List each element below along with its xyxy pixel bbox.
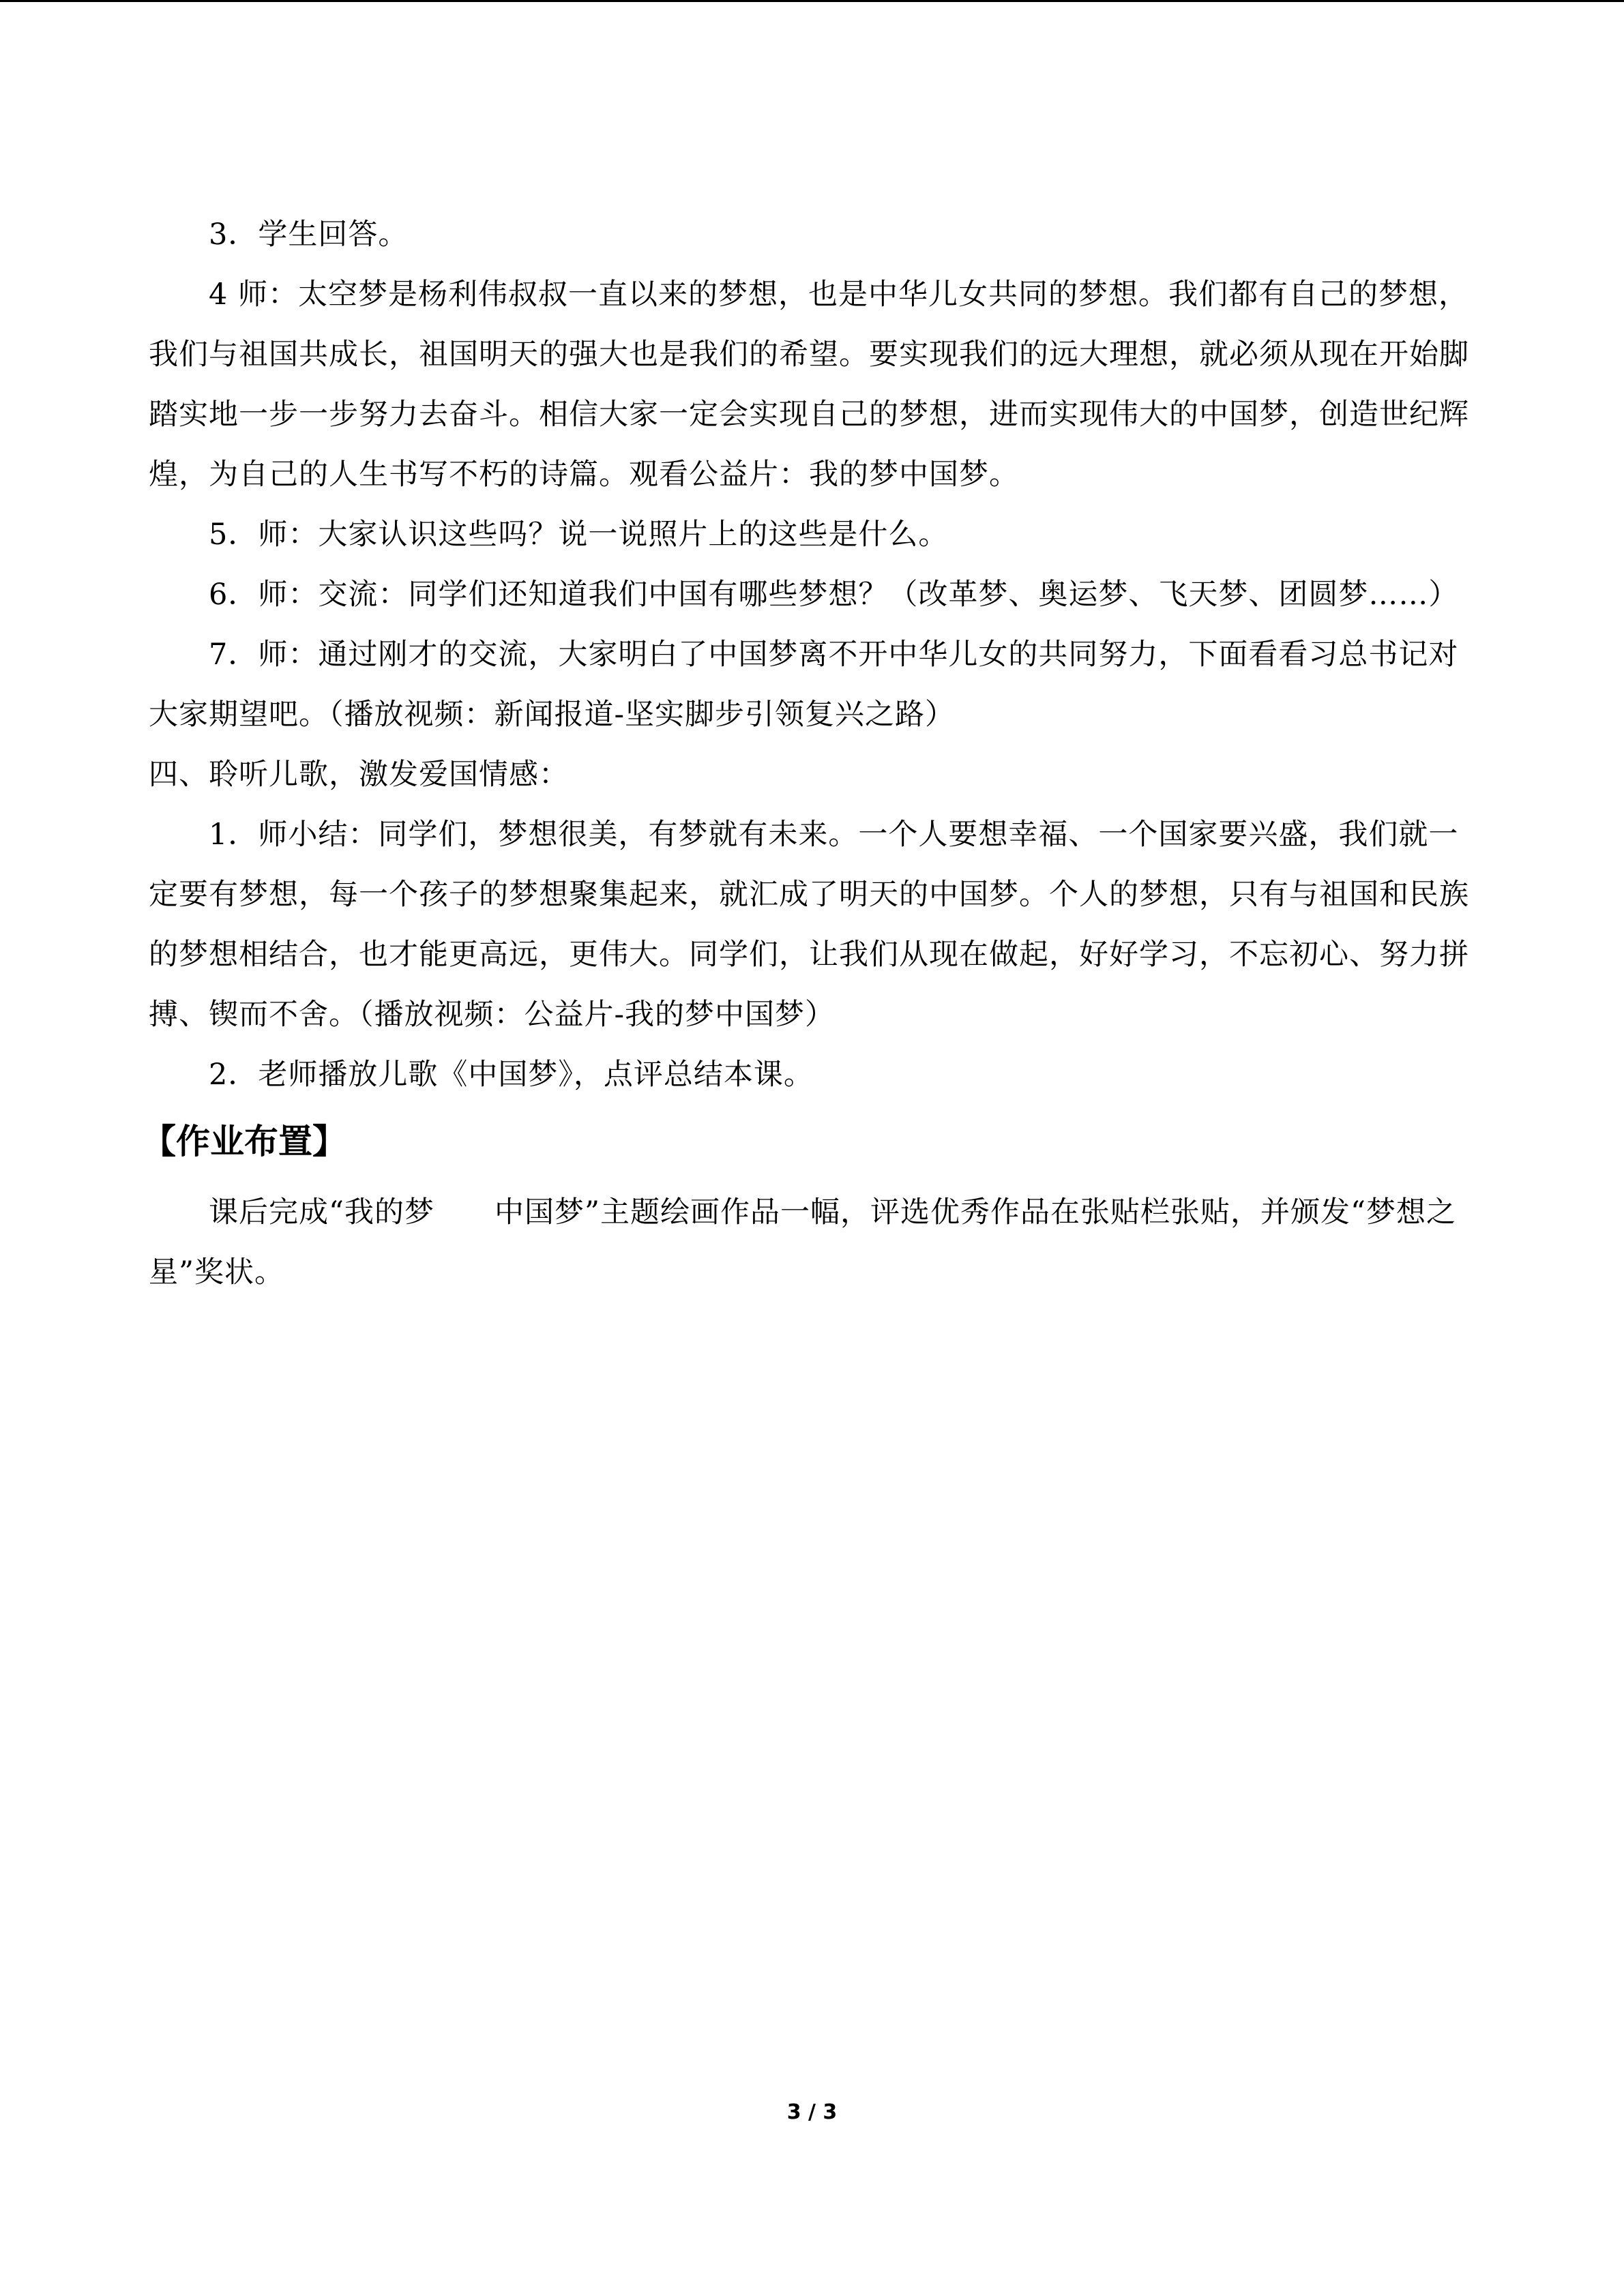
- top-border-line: [0, 0, 1624, 2]
- paragraph-student-answer: 3．学生回答。: [209, 218, 409, 252]
- paragraph-teacher-summary: 1．师小结：同学们，梦想很美，有梦就有未来。一个人要想幸福、一个国家要兴盛，我们就一定要有梦想，每一个孩子的梦想聚集起来，就汇成了明天的中国梦。个人的梦想，只有与祖国和民族的梦想相结合，也才能更高远，更伟大。同学们，让我们从现在做起，好好学习，不忘初心、努力拼搏、锲而不舍。（播放视频：公益片-我的梦中国梦）: [149, 818, 1469, 1032]
- document-page: [142, 205, 1479, 1302]
- paragraph-video-news: 7．师：通过刚才的交流，大家明白了中国梦离不开中华儿女的共同努力，下面看看习总书记对大家期望吧。（播放视频：新闻报道-坚实脚步引领复兴之路）: [149, 638, 1459, 732]
- homework-heading: 【作业布置】: [142, 1122, 346, 1161]
- paragraph-space-dream: 4 师：太空梦是杨利伟叔叔一直以来的梦想，也是中华儿女共同的梦想。我们都有自己的梦想，我们与祖国共成长，祖国明天的强大也是我们的希望。要实现我们的远大理想，就必须从现在开始脚踏实地一步一步努力去奋斗。相信大家一定会实现自己的梦想，进而实现伟大的中国梦，创造世纪辉煌，为自己的人生书写不朽的诗篇。观看公益片：我的梦中国梦。: [149, 278, 1469, 492]
- homework-text: 课后完成“我的梦 中国梦”主题绘画作品一幅，评选优秀作品在张贴栏张贴，并颁发“梦想之星”奖状。: [149, 1195, 1456, 1289]
- section-heading-song: 四、聆听儿歌，激发爱国情感：: [149, 758, 569, 792]
- paragraph-play-song: 2．老师播放儿歌《中国梦》，点评总结本课。: [209, 1058, 814, 1092]
- paragraph-china-dreams: 6．师：交流：同学们还知道我们中国有哪些梦想？（改革梦、奥运梦、飞天梦、团圆梦……）: [209, 578, 1459, 612]
- paragraph-photo-question: 5．师：大家认识这些吗？说一说照片上的这些是什么。: [209, 518, 949, 552]
- page-number: 3 / 3: [786, 2100, 838, 2124]
